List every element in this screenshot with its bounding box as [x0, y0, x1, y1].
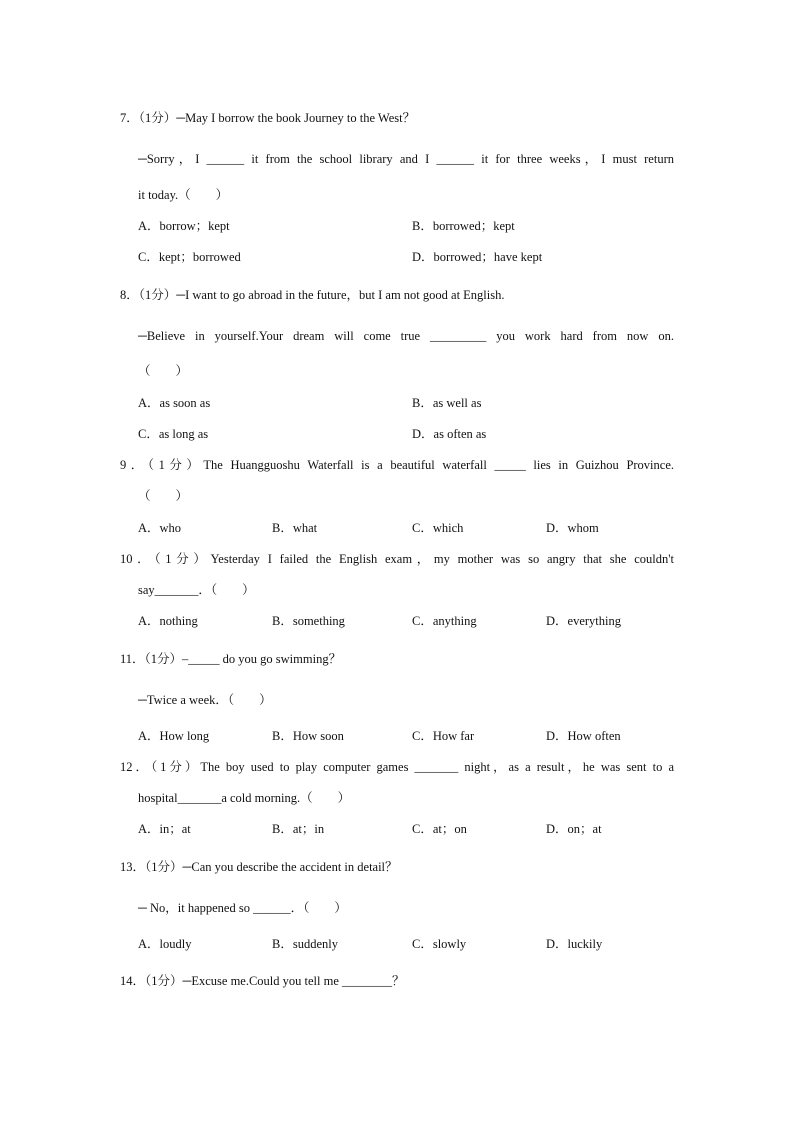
question-8-line-2: ─Believe in yourself.Your dream will come true _________ you work hard from now on.: [138, 329, 674, 343]
question-9-option-c[interactable]: C．which: [412, 521, 464, 535]
question-7-option-b[interactable]: B．borrowed；kept: [412, 219, 515, 233]
question-10-option-c[interactable]: C．anything: [412, 614, 477, 628]
question-7-option-c[interactable]: C．kept；borrowed: [138, 250, 241, 264]
question-10-option-b[interactable]: B．something: [272, 614, 345, 628]
question-12-option-d[interactable]: D．on；at: [546, 822, 602, 836]
question-11-option-d[interactable]: D．How often: [546, 729, 621, 743]
question-8-line-3: （ ）: [138, 364, 189, 378]
question-11-line-2: ─Twice a week．（ ）: [138, 693, 272, 707]
question-8-stem: 8．（1分）─I want to go abroad in the future，but I am not good at English.: [120, 288, 505, 302]
question-7-option-d[interactable]: D．borrowed；have kept: [412, 250, 543, 264]
question-8-option-d[interactable]: D．as often as: [412, 427, 487, 441]
question-8-option-c[interactable]: C．as long as: [138, 427, 209, 441]
question-9-option-a[interactable]: A．who: [138, 521, 182, 535]
question-11-option-a[interactable]: A．How long: [138, 729, 210, 743]
question-7-stem: 7．（1分）─May I borrow the book Journey to the West？: [120, 111, 416, 125]
question-10-option-a[interactable]: A．nothing: [138, 614, 198, 628]
question-12-option-c[interactable]: C．at；on: [412, 822, 467, 836]
question-13-option-d[interactable]: D．luckily: [546, 937, 603, 951]
question-13-line-2: ─ No，it happened so ______．（ ）: [138, 901, 347, 915]
question-7-line-2: ─Sorry，I ______ it from the school library and I ______ it for three weeks，I must return: [138, 152, 674, 166]
question-13-stem: 13．（1分）─Can you describe the accident in detail？: [120, 860, 398, 874]
question-9-line-2: （ ）: [138, 489, 189, 503]
question-13-option-b[interactable]: B．suddenly: [272, 937, 338, 951]
question-14-stem: 14．（1分）─Excuse me.Could you tell me ________？: [120, 974, 405, 988]
question-13-option-c[interactable]: C．slowly: [412, 937, 467, 951]
question-10-option-d[interactable]: D．everything: [546, 614, 621, 628]
question-12-line-2: hospital_______a cold morning.（ ）: [138, 791, 351, 805]
question-11-stem: 11．（1分）–_____ do you go swimming？: [120, 652, 342, 666]
question-10-stem: 10．（1分）Yesterday I failed the English exam，my mother was so angry that she couldn't: [120, 552, 674, 566]
question-7-option-a[interactable]: A．borrow；kept: [138, 219, 230, 233]
question-8-option-a[interactable]: A．as soon as: [138, 396, 211, 410]
question-12-option-a[interactable]: A．in；at: [138, 822, 191, 836]
question-12-stem: 12．（1分）The boy used to play computer games _______ night，as a result，he was sent to a: [120, 760, 674, 774]
question-9-option-d[interactable]: D．whom: [546, 521, 599, 535]
question-9-stem: 9．（1分）The Huangguoshu Waterfall is a beautiful waterfall _____ lies in Guizhou Province.: [120, 458, 674, 472]
question-8-option-b[interactable]: B．as well as: [412, 396, 482, 410]
question-13-option-a[interactable]: A．loudly: [138, 937, 192, 951]
question-12-option-b[interactable]: B．at；in: [272, 822, 325, 836]
question-10-line-2: say_______．（ ）: [138, 583, 255, 597]
question-7-line-3: it today.（ ）: [138, 188, 229, 202]
question-11-option-b[interactable]: B．How soon: [272, 729, 344, 743]
question-11-option-c[interactable]: C．How far: [412, 729, 475, 743]
question-9-option-b[interactable]: B．what: [272, 521, 318, 535]
